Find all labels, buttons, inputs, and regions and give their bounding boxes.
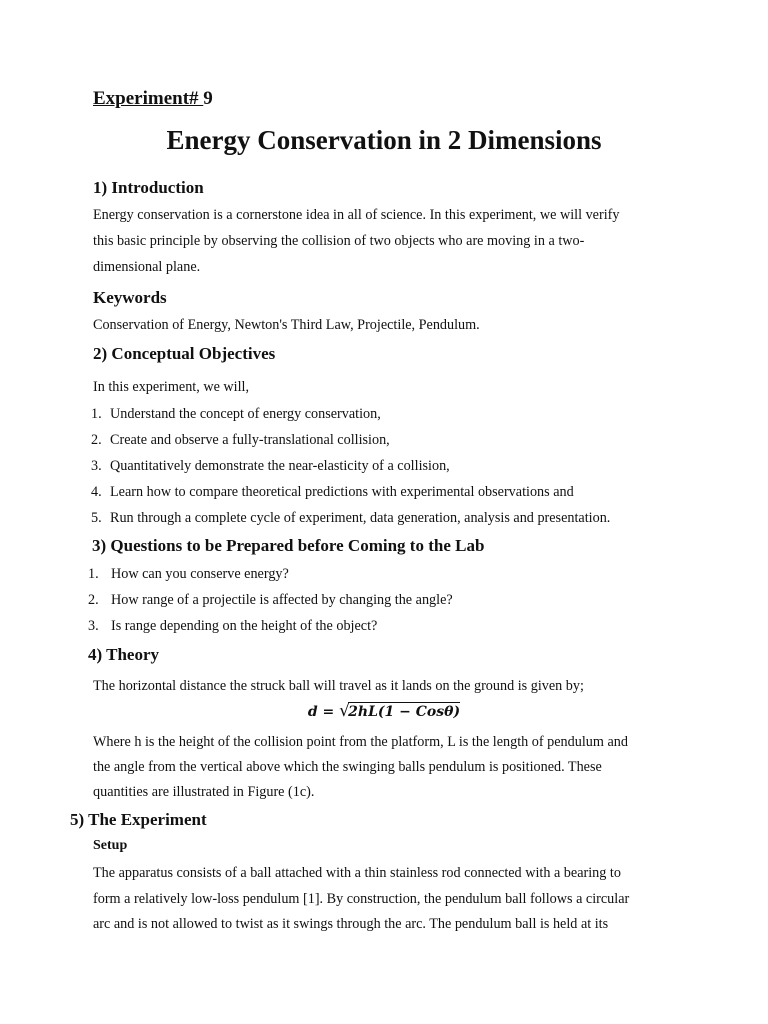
subheading-setup: Setup [93, 838, 128, 853]
setup-line-1: The apparatus consists of a ball attached with a thin stainless rod connected with a bearing to [93, 865, 621, 881]
theory-line-2: the angle from the vertical above which the swinging balls pendulum is positioned. These [93, 759, 602, 775]
objectives-lead: In this experiment, we will, [93, 379, 250, 395]
square-root: √ 2hL(1 − Cosθ) [339, 701, 461, 721]
introduction-line-1: Energy conservation is a cornerstone idea in all of science. In this experiment, we will verify [93, 207, 620, 223]
question-item: 3. Is range depending on the height of the object? [88, 618, 378, 634]
section-heading-experiment: 5) The Experiment [70, 810, 207, 829]
objective-item: 4. Learn how to compare theoretical predictions with experimental observations and [91, 484, 574, 500]
question-item: 1. How can you conserve energy? [88, 566, 289, 582]
objective-item: 2. Create and observe a fully-translational collision, [91, 432, 390, 448]
theory-line-3: quantities are illustrated in Figure (1c). [93, 784, 315, 800]
keywords-text: Conservation of Energy, Newton's Third Law, Projectile, Pendulum. [93, 317, 480, 333]
range-formula: d = √ 2hL(1 − Cosθ) [307, 701, 461, 721]
section-heading-theory: 4) Theory [88, 645, 159, 664]
section-heading-keywords: Keywords [93, 288, 167, 307]
experiment-number: 9 [203, 88, 213, 109]
question-item: 2. How range of a projectile is affected by changing the angle? [88, 592, 453, 608]
setup-line-2: form a relatively low-loss pendulum [1]. By construction, the pendulum ball follows a circular [93, 891, 630, 907]
theory-intro: The horizontal distance the struck ball will travel as it lands on the ground is given by; [93, 678, 584, 694]
objective-item: 5. Run through a complete cycle of experiment, data generation, analysis and presentation. [91, 510, 611, 526]
experiment-label: Experiment# 9 [93, 88, 213, 109]
theory-line-1: Where h is the height of the collision point from the platform, L is the length of pendulum and [93, 734, 628, 750]
section-heading-introduction: 1) Introduction [93, 178, 204, 197]
section-heading-questions: 3) Questions to be Prepared before Coming to the Lab [92, 536, 485, 555]
objective-item: 1. Understand the concept of energy conservation, [91, 406, 381, 422]
introduction-line-3: dimensional plane. [93, 259, 201, 275]
introduction-line-2: this basic principle by observing the collision of two objects who are moving in a two- [93, 233, 585, 249]
section-heading-objectives: 2) Conceptual Objectives [93, 344, 276, 363]
page-title: Energy Conservation in 2 Dimensions [166, 125, 602, 155]
objective-item: 3. Quantitatively demonstrate the near-elasticity of a collision, [91, 458, 450, 474]
setup-line-3: arc and is not allowed to twist as it swings through the arc. The pendulum ball is held at its [93, 916, 609, 932]
